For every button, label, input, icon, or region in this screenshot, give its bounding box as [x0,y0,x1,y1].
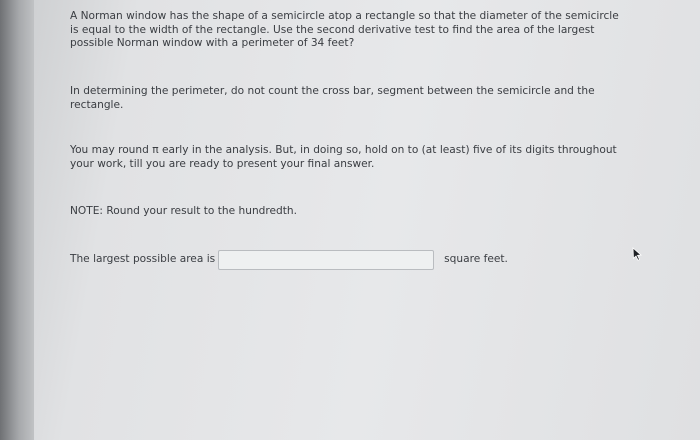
question-content [34,0,700,440]
question-paragraph-problem: A Norman window has the shape of a semicircle atop a rectangle so that the diameter of the semicircle is equal to the width of the rectangle. Use the second derivative test to find the area of the largest possible Norman window with a perimeter of 34 feet? [70,10,619,49]
question-paragraph-perimeter-note: In determining the perimeter, do not count the cross bar, segment between the semicircle and the rectangle. [70,85,595,111]
answer-unit-label: square feet. [444,253,508,266]
left-bezel [0,0,34,440]
question-paragraph-rounding-instruction: NOTE: Round your result to the hundredth. [70,205,297,217]
answer-input[interactable] [218,250,434,270]
mouse-pointer-icon [631,247,643,261]
question-paragraph-rounding-note: You may round π early in the analysis. But, in doing so, hold on to (at least) five of its digits throughout your work, till you are ready to present your final answer. [70,144,617,170]
answer-prefix-label: The largest possible area is [70,253,216,266]
answer-row [70,247,630,273]
